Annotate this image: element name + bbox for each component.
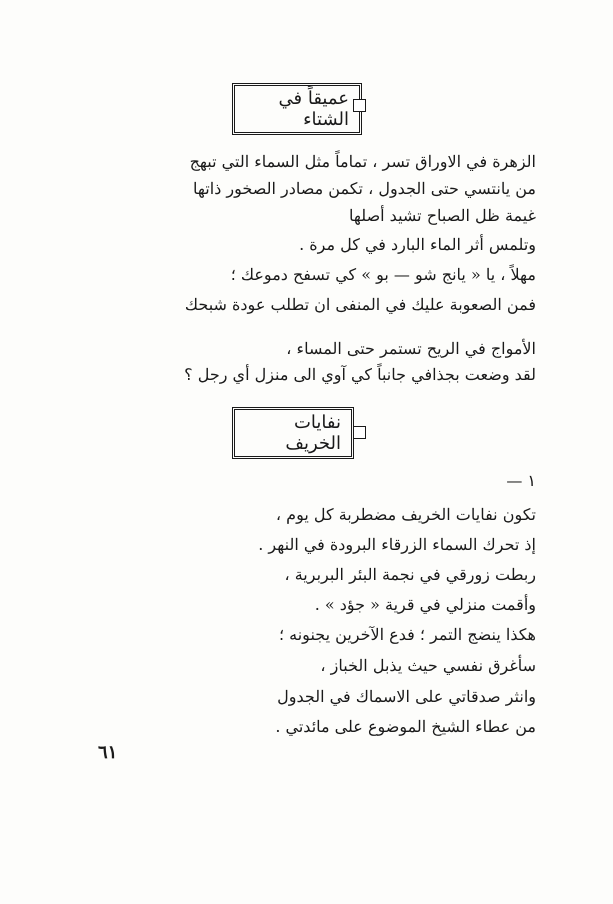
section-2-number: ١ — <box>506 471 536 490</box>
section-1-checkbox-icon <box>353 99 366 112</box>
section-2-line-1: تكون نفايات الخريف مضطربة كل يوم ، <box>275 505 536 524</box>
section-2-line-7: وانثر صدقاتي على الاسماك في الجدول <box>277 687 536 706</box>
section-1-line-8: لقد وضعت بجذافي جانباً كي آوي الى منزل أي رجل ؟ <box>184 365 536 384</box>
section-2-line-5: هكذا ينضج التمر ؛ فدع الآخرين يجنونه ؛ <box>278 625 536 644</box>
page-number: ٦١ <box>98 742 118 763</box>
section-1-title-box <box>232 83 362 135</box>
section-2-line-3: ربطت زورقي في نجمة البئر البربرية ، <box>284 565 536 584</box>
section-1-line-1: الزهرة في الاوراق تسر ، تماماً مثل السماء التي تبهج <box>189 152 536 171</box>
section-1-line-4: وتلمس أثر الماء البارد في كل مرة . <box>299 235 536 254</box>
section-1-line-7: الأمواج في الريح تستمر حتى المساء ، <box>286 339 536 358</box>
section-2-line-8: من عطاء الشيخ الموضوع على مائدتي . <box>275 717 536 736</box>
section-2-line-4: وأقمت منزلي في قرية « جؤد » . <box>314 595 536 614</box>
section-1-line-3: غيمة ظل الصباح تشيد أصلها <box>349 206 536 225</box>
section-2-line-6: سأغرق نفسي حيث يذبل الخباز ، <box>320 656 536 675</box>
section-1-line-2: من يانتسي حتى الجدول ، تكمن مصادر الصخور ذاتها <box>193 179 536 198</box>
section-2-title-box <box>232 407 354 459</box>
section-1-line-5: مهلاً ، يا « يانج شو — بو » كي تسفح دموعك ؛ <box>230 265 536 284</box>
section-1-line-6: فمن الصعوبة عليك في المنفى ان تطلب عودة شبحك <box>184 295 536 314</box>
section-2-title: نفايات الخريف <box>285 412 341 454</box>
section-1-title: عميقاً في الشتاء <box>278 88 349 130</box>
section-2-checkbox-icon <box>353 426 366 439</box>
section-2-line-2: إذ تحرك السماء الزرقاء البرودة في النهر . <box>258 535 536 554</box>
